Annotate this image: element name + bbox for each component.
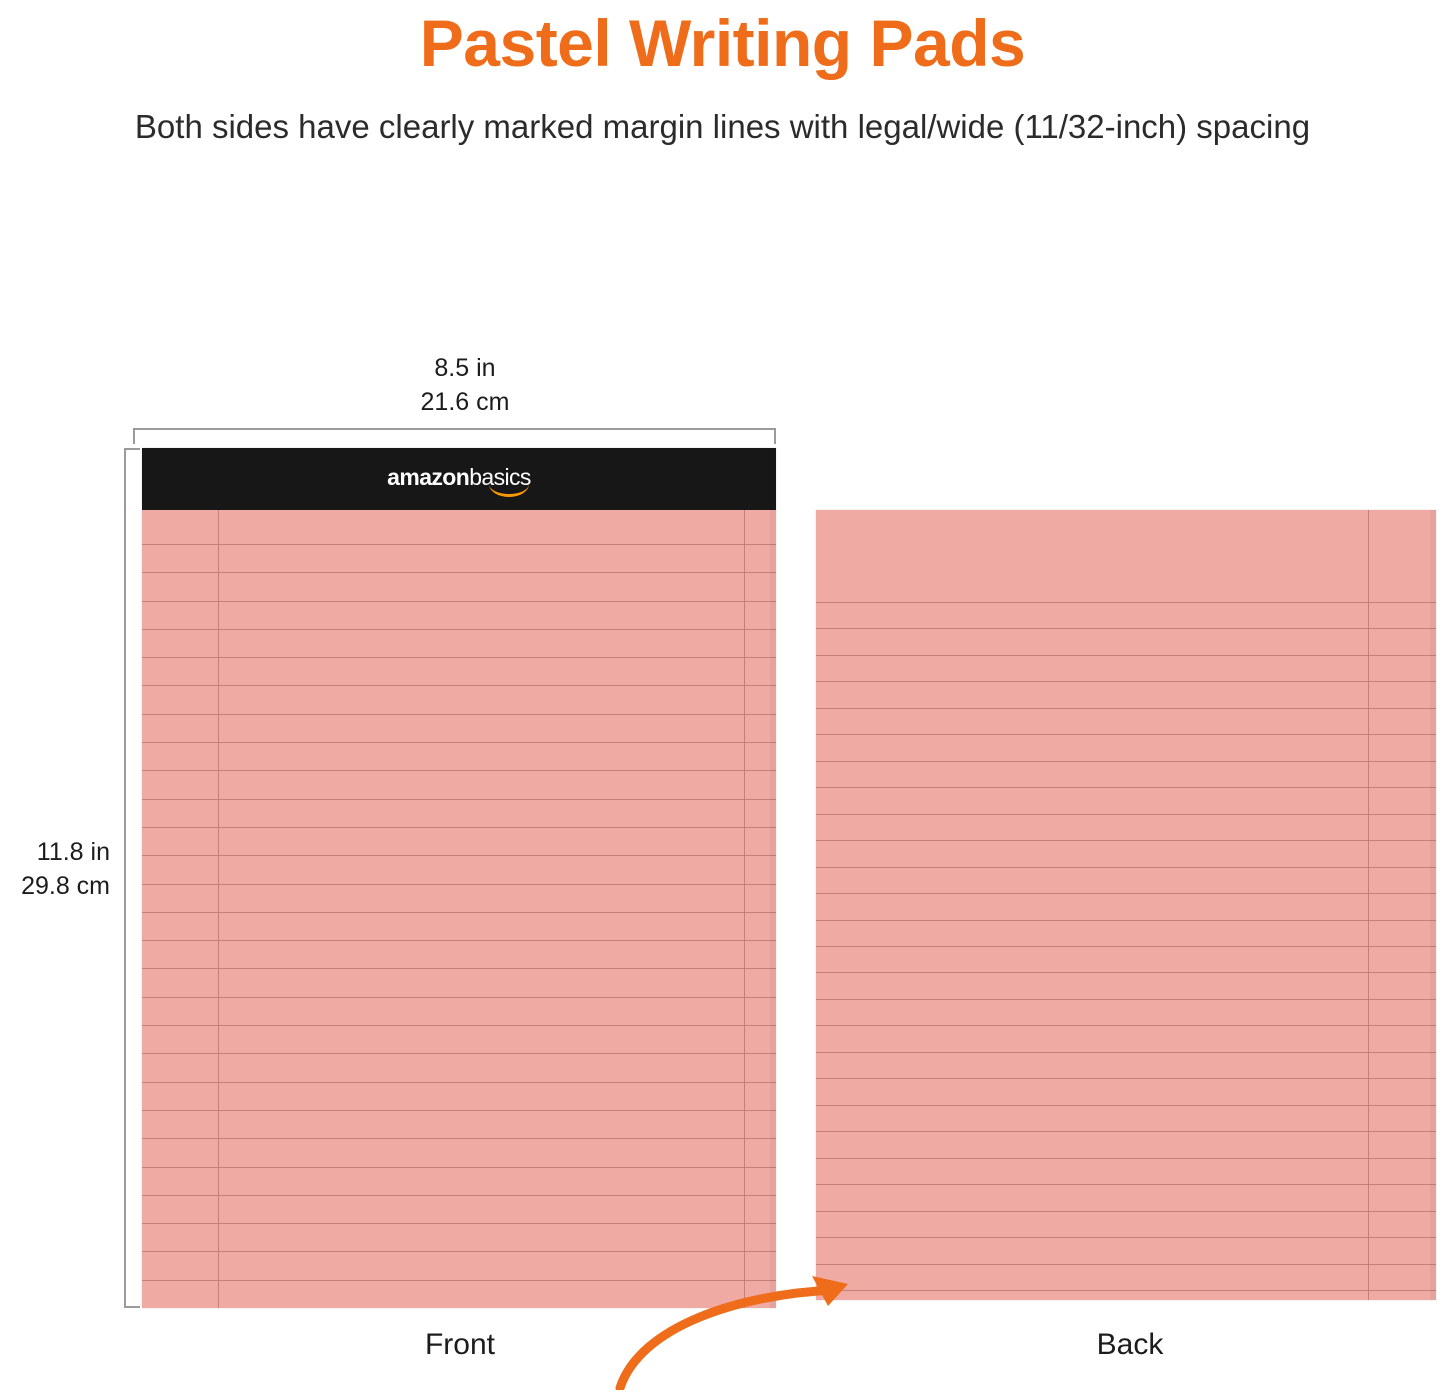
rule-line — [816, 1211, 1436, 1212]
rule-line — [816, 734, 1436, 735]
ruled-lines-front — [142, 448, 776, 1308]
margin-line-right-back — [1368, 510, 1369, 1300]
rule-line — [142, 544, 776, 545]
width-dimension-label — [300, 352, 630, 420]
rule-line — [142, 912, 776, 913]
pad-label-front: Front — [424, 1328, 496, 1361]
width-dimension-tick-right — [774, 428, 776, 444]
width-dimension-cm: 21.6 cm — [420, 387, 510, 416]
rule-line — [142, 1195, 776, 1196]
width-dimension-inches: 8.5 in — [434, 354, 496, 382]
rule-line — [142, 1110, 776, 1111]
height-dimension-line — [124, 448, 126, 1308]
rule-line — [142, 1053, 776, 1054]
rule-line — [816, 655, 1436, 656]
rule-line — [142, 1025, 776, 1026]
rule-line — [142, 572, 776, 573]
rule-line — [816, 1237, 1436, 1238]
height-dimension-label — [0, 836, 110, 904]
rule-line — [816, 867, 1436, 868]
rule-line — [142, 1223, 776, 1224]
width-dimension-tick-left — [133, 428, 135, 444]
rule-line — [816, 893, 1436, 894]
rule-line — [142, 1082, 776, 1083]
rule-line — [816, 999, 1436, 1000]
rule-line — [816, 681, 1436, 682]
rule-line — [816, 814, 1436, 815]
height-dimension-cm: 29.8 cm — [21, 871, 110, 900]
rule-line — [816, 628, 1436, 629]
rule-line — [142, 1167, 776, 1168]
margin-line-right-front — [744, 510, 745, 1308]
rule-line — [142, 770, 776, 771]
margin-line-left-front — [218, 510, 219, 1308]
rule-line — [816, 1105, 1436, 1106]
rule-line — [816, 972, 1436, 973]
rule-line — [816, 1131, 1436, 1132]
pad-label-back: Back — [1096, 1328, 1164, 1361]
rule-line — [816, 1052, 1436, 1053]
rule-line — [142, 827, 776, 828]
brand-name-bold: amazon — [387, 463, 470, 490]
page-title: Pastel Writing Pads — [419, 6, 1026, 80]
rule-line — [142, 1138, 776, 1139]
page-subtitle: Both sides have clearly marked margin lines with legal/wide (11/32-inch) spacing — [134, 107, 1311, 145]
rule-line — [816, 840, 1436, 841]
rule-line — [816, 1025, 1436, 1026]
header-block — [0, 0, 1445, 151]
width-dimension-line — [133, 428, 776, 430]
rule-line — [816, 787, 1436, 788]
height-dimension-tick-bottom — [124, 1306, 140, 1308]
height-dimension-inches: 11.8 in — [36, 838, 110, 866]
rule-line — [816, 920, 1436, 921]
pad-edge-shadow-back — [1430, 510, 1436, 1300]
rule-line — [816, 1078, 1436, 1079]
rule-line — [142, 685, 776, 686]
rule-line — [142, 997, 776, 998]
rule-line — [816, 761, 1436, 762]
rule-line — [142, 968, 776, 969]
rule-line — [142, 855, 776, 856]
rule-line — [142, 629, 776, 630]
pad-edge-shadow-front — [770, 448, 776, 1308]
rule-line — [142, 799, 776, 800]
rule-line — [142, 742, 776, 743]
rule-line — [816, 602, 1436, 603]
height-dimension-tick-top — [124, 448, 140, 450]
rule-line — [816, 708, 1436, 709]
rule-line — [816, 946, 1436, 947]
writing-pad-back — [816, 510, 1436, 1300]
rule-line — [142, 884, 776, 885]
rule-line — [142, 940, 776, 941]
rule-line — [142, 714, 776, 715]
rule-line — [142, 601, 776, 602]
rule-line — [816, 1158, 1436, 1159]
writing-pad-front — [142, 448, 776, 1308]
brand-name-light: basics — [469, 463, 531, 490]
rule-line — [142, 657, 776, 658]
curved-arrow-icon — [600, 1250, 980, 1390]
ruled-lines-back — [816, 510, 1436, 1300]
rule-line — [816, 1184, 1436, 1185]
